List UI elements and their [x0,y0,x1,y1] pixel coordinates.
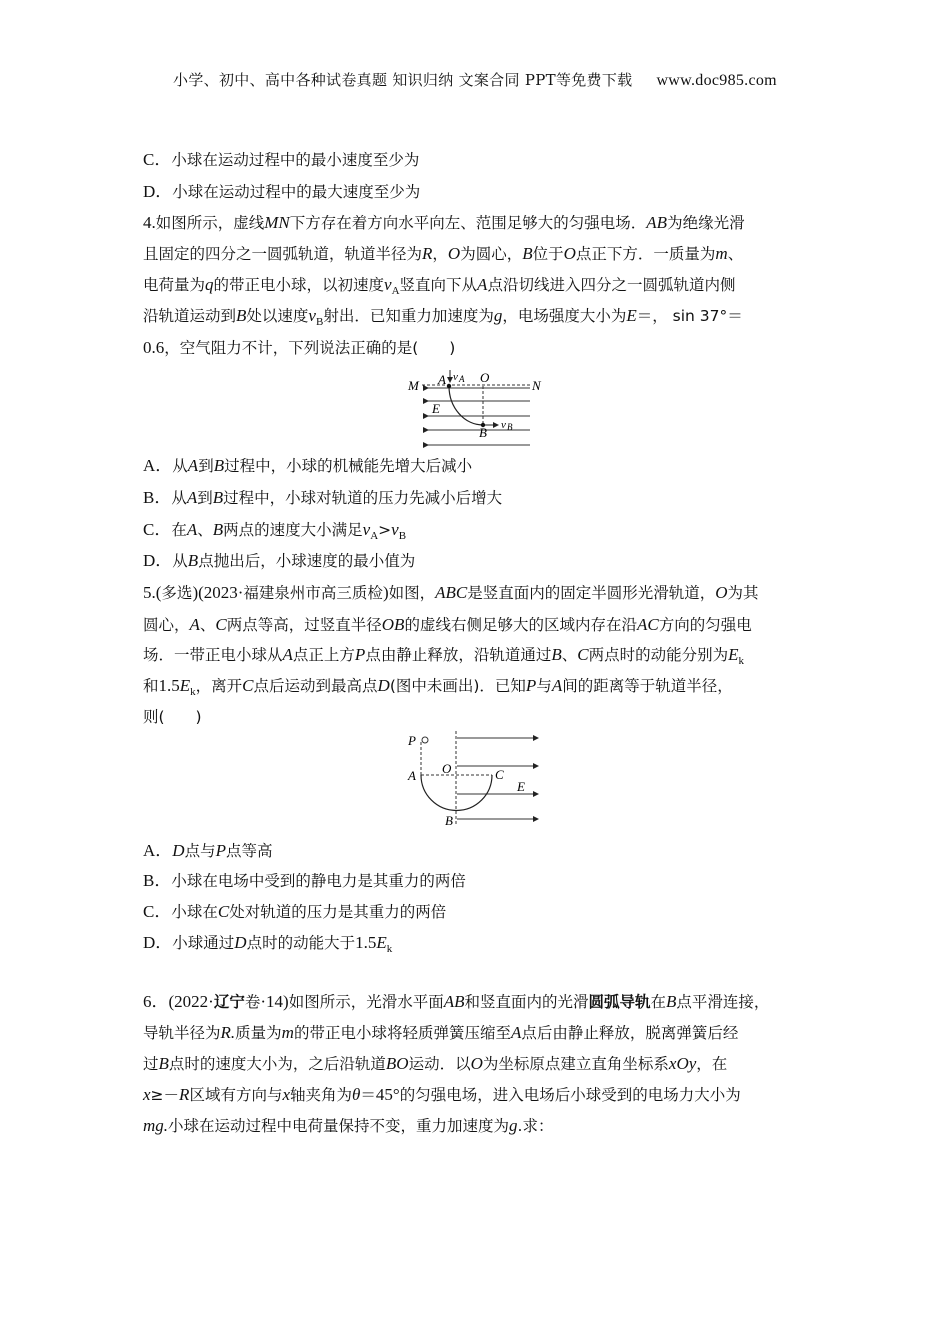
text-segment: g [509,1116,518,1135]
text-segment: 电荷量为 [143,276,206,294]
text-segment: k [190,686,196,699]
text-segment: 点正下方．一质量为 [575,245,716,263]
text-segment: A [186,488,198,507]
text-segment: ，空气阻力不计，下列说法正确的是( ) [164,339,456,357]
text-segment: 4. [143,213,156,232]
text-segment: C [577,645,589,664]
text-segment: BO [385,1054,409,1073]
text-segment: 间的距离等于轨道半径， [562,677,733,695]
text-segment: 0.6 [143,338,165,357]
text-line [143,615,813,635]
text-segment: C [242,676,254,695]
text-line [143,676,813,702]
text-segment: 点后由静止释放，脱离弹簧后经 [521,1024,739,1042]
text-segment: 的匀强电场，进入电场后小球受到的电场力大小为 [399,1086,741,1104]
text-segment: x [143,1085,151,1104]
text-segment: 5.( [143,583,162,602]
label-A: A [438,372,446,387]
text-segment: O [447,244,461,263]
text-segment: D． [143,551,173,570]
text-segment: A [186,520,198,539]
text-segment: R [422,244,433,263]
text-line [143,645,813,671]
text-segment: 点时的动能大于 [246,934,356,952]
text-segment: 、 [197,521,213,539]
text-segment: 两点时的动能分别为 [588,646,729,664]
text-segment: 1.5 [158,676,180,695]
text-segment: B [522,244,533,263]
text-segment: D． [143,182,173,201]
text-segment: A． [143,456,173,475]
text-segment: 区域有方向与 [189,1086,283,1104]
text-segment: OB [381,615,405,634]
text-segment: B [158,1054,169,1073]
text-segment: 沿轨道运动到 [143,307,237,325]
label-vB: v [501,419,506,431]
text-segment: 两点等高，过竖直半径 [226,616,382,634]
text-segment: 和竖直面内的光滑 [464,993,589,1011]
text-segment: O [715,583,728,602]
text-line [143,275,813,301]
label-O: O [442,761,452,776]
text-segment: 点由静止释放，沿轨道通过 [365,646,552,664]
header-title: 小学、初中、高中各种试卷真题 知识归纳 文案合同 PPT等免费下载 [173,71,633,89]
text-segment: 福建泉州市高三质检 [243,584,383,602]
label-vB-sub: B [507,422,513,432]
text-segment: 下方存在着方向水平向左、范围足够大的匀强电场． [289,214,647,232]
text-line [143,150,813,170]
text-segment: (图中未画出)．已知 [389,677,526,695]
text-segment: 在 [171,521,187,539]
text-segment: 质量为 [235,1024,282,1042]
text-segment: 辽宁 [213,993,245,1011]
text-segment: 运动．以 [408,1055,471,1073]
text-segment: 则( ) [143,708,202,726]
text-segment: D [234,933,247,952]
text-segment: 的带正电小球将轻质弹簧压缩至 [293,1024,511,1042]
text-segment: E [376,933,387,952]
text-segment: k [738,655,744,668]
text-line [143,1116,813,1136]
text-segment: P [525,676,537,695]
text-segment: ) [382,583,389,602]
text-segment: 点平滑连接， [676,993,770,1011]
text-segment: A [551,676,563,695]
text-segment: 、 [727,245,744,263]
text-segment: P [215,841,226,860]
text-segment: θ [352,1085,361,1104]
text-segment: 是竖直面内的固定半圆形光滑轨道， [467,584,716,602]
text-segment: ·14) [260,992,289,1011]
text-segment: 点沿切线进入四分之一圆弧轨道内侧 [487,276,736,294]
text-segment: 的虚线右侧足够大的区域内存在沿 [404,616,637,634]
text-segment: 小球通过 [172,934,235,952]
text-line [143,1054,813,1074]
text-segment: 过程中，小球对轨道的压力先减小后增大 [223,489,503,507]
text-segment: 小球在 [171,903,218,921]
text-segment: 点后运动到最高点 [253,677,378,695]
text-line [143,244,813,264]
text-segment: B [187,551,199,570]
text-segment: D． [143,933,173,952]
text-segment: 点与 [184,842,216,860]
text-segment: A [189,615,200,634]
label-vA: v [453,371,458,383]
text-segment: R. [220,1023,236,1042]
text-segment: m [281,1023,294,1042]
text-segment: 处以速度 [246,307,309,325]
text-line [143,871,813,891]
text-segment: 从 [172,552,188,570]
label-M: M [408,378,419,393]
text-segment: 圆弧导轨 [588,993,651,1011]
text-line [143,841,813,861]
text-segment: 且固定的四分之一圆弧轨道，轨道半径为 [143,245,423,263]
text-segment: AC [636,615,659,634]
text-segment: B [551,645,562,664]
text-segment: O [563,244,576,263]
text-line [143,520,813,546]
text-segment: 到 [198,457,214,475]
text-segment: B [315,316,324,329]
text-segment: E [179,676,191,695]
text-line [143,182,813,202]
text-segment: P [354,645,366,664]
text-segment: 点正上方 [292,646,355,664]
text-segment: 过程中，小球的机械能先增大后减小 [224,457,473,475]
text-segment: A [282,645,293,664]
text-segment: C [215,615,227,634]
text-segment: 、 [561,646,578,664]
text-segment: v [362,520,371,539]
text-segment: 在 [650,993,667,1011]
text-segment: ABC [435,583,468,602]
text-segment: 1.5 [355,933,377,952]
label-B: B [479,425,487,440]
text-segment: MN [264,213,290,232]
text-segment: 过 [143,1055,159,1073]
text-line [143,338,813,358]
text-segment: ，在 [696,1055,728,1073]
text-line [143,488,813,508]
text-segment: k [386,943,393,956]
text-segment: C． [143,150,172,169]
text-segment: 小球在电场中受到的静电力是其重力的两倍 [171,872,466,890]
text-segment: 6．(2022· [143,992,214,1011]
text-segment: A [510,1023,522,1042]
text-line [143,213,813,233]
text-line [143,583,813,603]
text-segment: A [477,275,488,294]
text-segment: A [187,456,199,475]
figure-quarter-arc-field [400,365,550,450]
text-segment: 圆心， [143,616,190,634]
text-segment: 为绝缘光滑 [667,214,745,232]
text-segment: ＝ [360,1086,376,1104]
text-segment: 、 [199,616,216,634]
text-line [143,306,813,332]
text-segment: ，离开 [195,677,243,695]
text-segment: 竖直向下从 [399,276,478,294]
label-P: P [408,733,416,748]
text-segment: g [493,306,503,325]
text-segment: ， [432,245,448,263]
text-segment: q [205,275,214,294]
text-segment: m [715,244,728,263]
text-line [143,992,813,1012]
text-segment: xOy [668,1054,697,1073]
text-segment: B． [143,871,172,890]
text-segment: O [470,1054,483,1073]
label-A: A [408,768,416,783]
text-segment: 轴夹角为 [290,1086,353,1104]
text-segment: B． [143,488,172,507]
text-segment: 为坐标原点建立直角坐标系 [482,1055,669,1073]
text-segment: 为圆心， [460,245,523,263]
text-segment: 小球在运动过程中电荷量保持不变，重力加速度为 [168,1117,510,1135]
text-segment: C [217,902,230,921]
text-segment: 从 [171,489,187,507]
text-segment: 45° [375,1085,400,1104]
text-segment: 卷 [244,993,261,1011]
page-header [0,69,950,90]
text-segment: B [666,992,677,1011]
text-line [143,551,813,571]
header-url[interactable]: www.doc985.com [656,72,777,89]
text-segment: AB [443,992,465,1011]
label-E: E [517,779,525,794]
text-segment: v [308,306,316,325]
text-line [143,933,813,959]
text-line [143,1023,813,1043]
text-segment: 点等高 [225,842,273,860]
text-segment: E [728,645,739,664]
text-segment: B [212,488,224,507]
text-segment: 为其 [727,584,759,602]
text-segment: C． [143,902,172,921]
text-segment: B [398,530,407,543]
text-segment: )(2023· [192,583,244,602]
text-segment: 如图所示，虚线 [155,214,265,232]
text-segment: A． [143,841,173,860]
text-segment: R [179,1085,190,1104]
text-segment: 位于 [532,245,564,263]
text-segment: AB [646,213,668,232]
text-segment: 的带正电小球，以初速度 [213,276,385,294]
text-segment: v [384,275,392,294]
text-segment: ≥－ [150,1086,180,1104]
text-segment: 和 [143,677,159,695]
label-C: C [495,767,504,782]
text-segment: 点抛出后，小球速度的最小值为 [198,552,416,570]
text-segment: 多选 [161,584,193,602]
text-line [143,456,813,476]
text-segment: 如图， [388,584,436,602]
label-vA-sub: A [459,374,465,384]
text-segment: ，电场强度大小为 [502,307,627,325]
text-segment: B [213,456,225,475]
text-segment: E [626,306,637,325]
text-segment: 小球在运动过程中的最大速度至少为 [172,183,421,201]
text-segment: A [370,530,379,543]
text-segment: D [377,676,390,695]
label-E: E [432,401,440,416]
text-segment: 小球在运动过程中的最小速度至少为 [171,151,420,169]
text-segment: 与 [536,677,552,695]
text-segment: 场．一带正电小球从 [143,646,283,664]
figure-semicircle-track [400,728,550,828]
text-segment: 处对轨道的压力是其重力的两倍 [229,903,447,921]
text-segment: D [172,841,185,860]
text-segment: ＝， sin 37°＝ [636,307,743,325]
text-segment: > [378,521,392,539]
text-segment: B [212,520,224,539]
label-N: N [532,378,541,393]
text-segment: 导轨半径为 [143,1024,221,1042]
text-segment: 方向的匀强电 [658,616,752,634]
text-line [143,707,813,727]
text-segment: x [282,1085,290,1104]
text-segment: 点时的速度大小为，之后沿轨道 [168,1055,386,1073]
text-segment: .求： [517,1117,554,1135]
text-segment: B [236,306,247,325]
text-segment: 到 [197,489,213,507]
text-segment: 如图所示，光滑水平面 [288,993,444,1011]
text-line [143,902,813,922]
text-segment: v [391,520,399,539]
text-segment: 射出．已知重力加速度为 [323,307,494,325]
label-O: O [480,370,490,385]
label-B: B [445,813,453,828]
text-line [143,1085,813,1105]
text-segment: mg. [143,1116,169,1135]
text-segment: 从 [172,457,188,475]
text-segment: 两点的速度大小满足 [223,521,363,539]
text-segment: A [391,285,400,298]
text-segment: C． [143,520,172,539]
